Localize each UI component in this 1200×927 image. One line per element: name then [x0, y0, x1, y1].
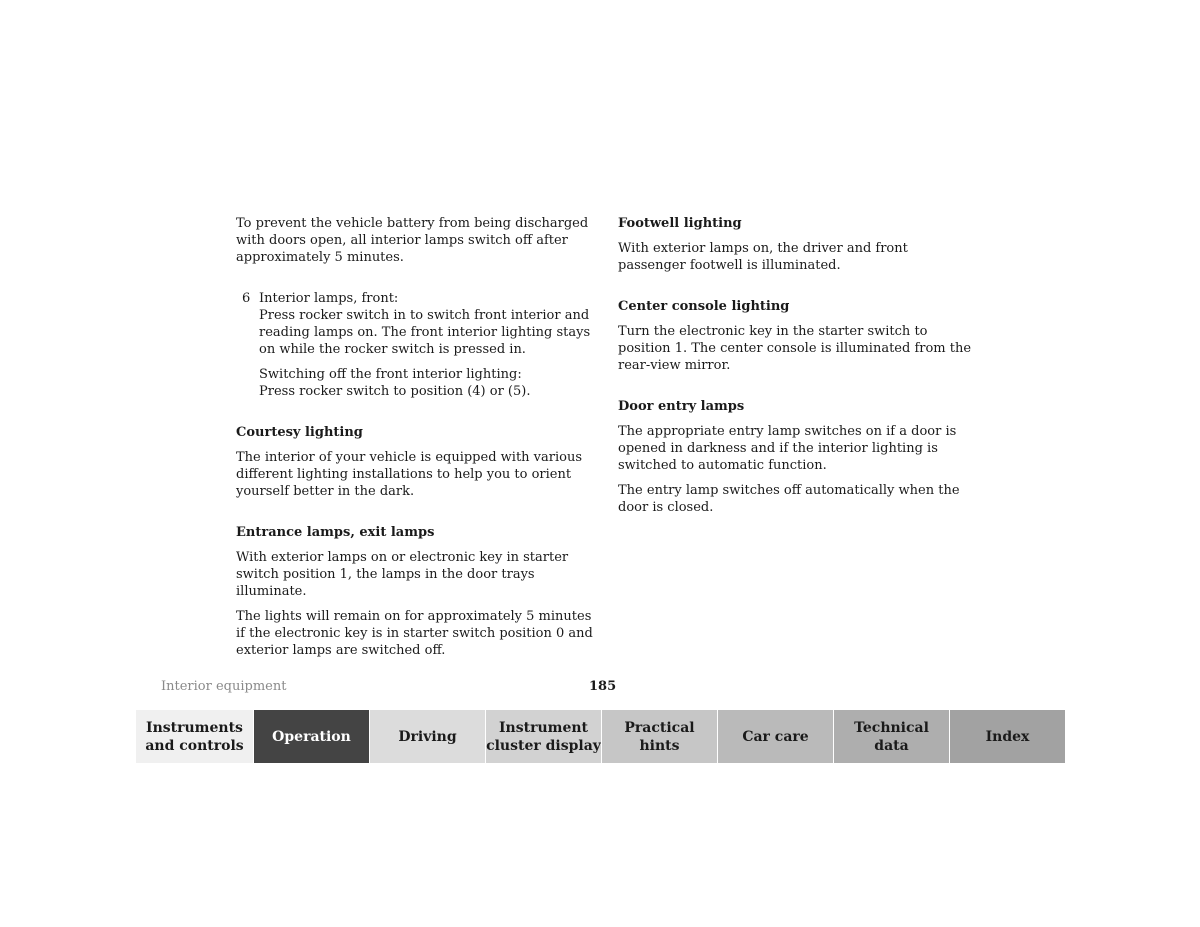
entrance-lamps-text-1: With exterior lamps on or electronic key in starter switch position 1, the lamps in the door trays illuminate. — [236, 550, 569, 599]
item-number: 6 — [242, 291, 251, 306]
item-off-text: Press rocker switch to position (4) or (5). — [259, 384, 531, 399]
item-body — [259, 290, 596, 400]
item-title: Interior lamps, front: — [259, 291, 399, 306]
door-entry-heading: Door entry lamps — [618, 399, 745, 414]
footer-section-title: Interior equipment — [161, 679, 287, 694]
right-column — [618, 215, 978, 516]
tab-driving[interactable] — [369, 710, 485, 763]
item-description — [259, 290, 596, 358]
tab-label: Practical hints — [624, 719, 695, 754]
tab-index[interactable] — [949, 710, 1065, 763]
tab-label: Technical data — [854, 719, 929, 754]
tab-practical-hints[interactable] — [601, 710, 717, 763]
courtesy-lighting-text: The interior of your vehicle is equipped with various different lighting installations to help you to orient yourself better in the dark. — [236, 450, 583, 499]
tab-instrument-cluster-display[interactable] — [485, 710, 601, 763]
left-column — [236, 215, 596, 659]
tab-label: Operation — [272, 728, 351, 745]
tab-label: Index — [985, 728, 1030, 745]
tab-technical-data[interactable] — [833, 710, 949, 763]
interior-lamps-item — [236, 290, 596, 400]
center-console-text: Turn the electronic key in the starter switch to position 1. The center console is illuminated from the rear-view mirror. — [618, 324, 972, 373]
intro-paragraph: To prevent the vehicle battery from being discharged with doors open, all interior lamps switch off after approximately 5 minutes. — [236, 216, 589, 265]
item-switch-off — [259, 366, 596, 400]
tab-car-care[interactable] — [717, 710, 833, 763]
tab-label: Driving — [398, 728, 457, 745]
courtesy-lighting-heading: Courtesy lighting — [236, 425, 363, 440]
tab-label: Car care — [742, 728, 809, 745]
tab-operation[interactable] — [253, 710, 369, 763]
page-number: 185 — [589, 679, 617, 694]
center-console-heading: Center console lighting — [618, 299, 790, 314]
footwell-lighting-heading: Footwell lighting — [618, 216, 742, 231]
door-entry-text-2: The entry lamp switches off automatically when the door is closed. — [618, 483, 960, 515]
footwell-lighting-text: With exterior lamps on, the driver and front passenger footwell is illuminated. — [618, 241, 908, 273]
item-text: Press rocker switch in to switch front interior and reading lamps on. The front interior lighting stays on while the rocker switch is pressed in. — [259, 308, 591, 357]
item-off-title: Switching off the front interior lighting: — [259, 367, 522, 382]
entrance-lamps-heading: Entrance lamps, exit lamps — [236, 525, 435, 540]
tab-label: Instrument cluster display — [486, 719, 601, 754]
chapter-nav — [136, 710, 1065, 763]
tab-label: Instruments and controls — [145, 719, 244, 754]
door-entry-text-1: The appropriate entry lamp switches on if a door is opened in darkness and if the interior lighting is switched to automatic function. — [618, 424, 957, 473]
tab-instruments-and-controls[interactable] — [136, 710, 253, 763]
entrance-lamps-text-2: The lights will remain on for approximately 5 minutes if the electronic key is in starter switch position 0 and exterior lamps are switched off. — [236, 609, 593, 658]
